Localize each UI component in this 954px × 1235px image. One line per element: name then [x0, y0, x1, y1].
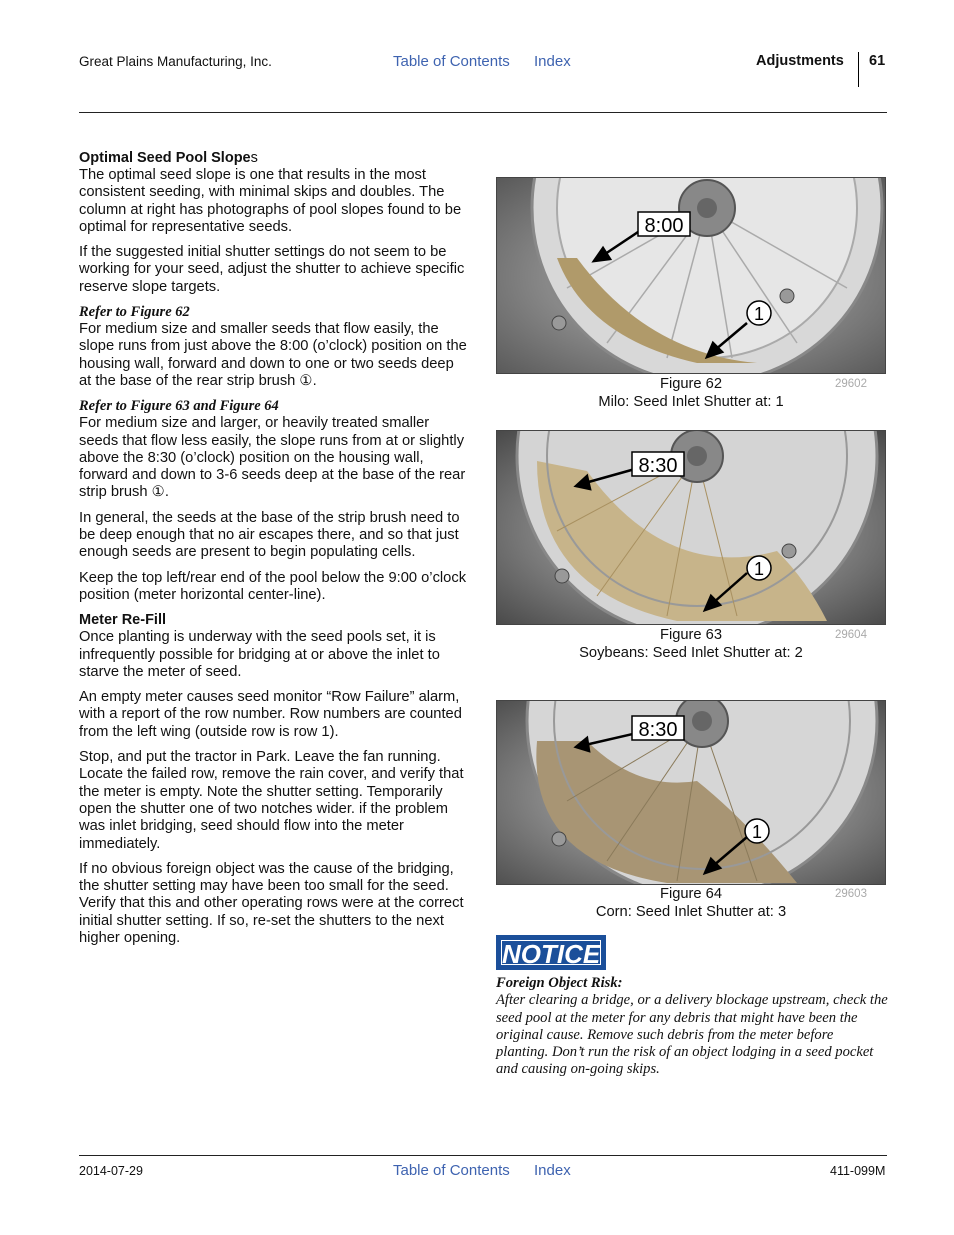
figure-64-clock-label: 8:30: [638, 719, 678, 741]
notice-title: Foreign Object Risk:: [496, 975, 623, 991]
index-link-bottom[interactable]: Index: [534, 1162, 571, 1179]
index-link-top[interactable]: Index: [534, 53, 571, 70]
header-divider: [858, 52, 859, 87]
figure-64-callout: 1: [751, 822, 763, 842]
figure-62-photo: [496, 177, 886, 374]
notice-body: After clearing a bridge, or a delivery blockage upstream, check the seed pool at the meter for any debris that might have been the original cause. Remove such debris from the meter before planting. Don’t run the risk of an object lodging in a seed pocket and causing on-going skips.: [496, 992, 888, 1078]
toc-link-bottom[interactable]: Table of Contents: [393, 1162, 510, 1179]
footer-date: 2014-07-29: [79, 1164, 143, 1178]
paragraph: For medium size and smaller seeds that flow easily, the slope runs from just above the 8:00 (o’clock) position on the housing wall, forward and down to one or two seeds deep at the base of the rear strip brush ①.: [79, 321, 467, 389]
paragraph: If no obvious foreign object was the cause of the bridging, the shutter setting may have been too small for the seed. Verify that this and other operating rows were at the correct initial shutter setting. If so, re-set the shutters to the next higher opening.: [79, 860, 464, 946]
left-column: [79, 150, 469, 955]
figure-62-clock-label: 8:00: [644, 215, 684, 237]
page-number: 61: [869, 53, 886, 69]
notice-badge: NOTICE: [496, 935, 606, 970]
toc-link-top[interactable]: Table of Contents: [393, 53, 510, 70]
paragraph: Once planting is underway with the seed pools set, it is infrequently possible for bridging at or above the inlet to starve the meter of seed.: [79, 629, 440, 680]
paragraph: Stop, and put the tractor in Park. Leave the fan running. Locate the failed row, remove the rain cover, and verify that the meter is empty. Note the shutter setting. Temporarily open the shutter one of two notches wider. if the problem was inlet bridging, seed should flow into the meter immediately.: [79, 749, 464, 852]
heading-seed-pool: Optimal Seed Pool Slopes: [79, 150, 258, 166]
paragraph: The optimal seed slope is one that results in the most consistent seeding, with minimal skips and doubles. The column at right has photographs of pool slopes found to be optimal for representative seeds.: [79, 167, 462, 235]
figure-63-id: 29604: [835, 629, 867, 641]
figure-reference: Refer to Figure 62: [79, 304, 190, 321]
figure-62-callout: 1: [753, 304, 765, 324]
paragraph: An empty meter causes seed monitor “Row Failure” alarm, with a report of the row number. Row numbers are counted from the left wing (outside row is row 1).: [79, 689, 462, 740]
company-name: Great Plains Manufacturing, Inc.: [79, 54, 272, 69]
section-title: Adjustments: [756, 53, 844, 69]
paragraph: Keep the top left/rear end of the pool below the 9:00 o’clock position (meter horizontal center-line).: [79, 569, 467, 603]
paragraph: In general, the seeds at the base of the strip brush need to be deep enough that no air escapes there, and so that just enough seeds are present to begin populating cells.: [79, 509, 460, 561]
figure-62-caption: Figure 62 Milo: Seed Inlet Shutter at: 1: [598, 376, 784, 410]
figure-63-clock-label: 8:30: [638, 455, 678, 477]
notice-text: [496, 975, 888, 1079]
header-rule: [79, 112, 887, 113]
footer-rule: [79, 1155, 887, 1156]
footer-doc-number: 411-099M: [830, 1164, 886, 1178]
figure-63-caption: Figure 63 Soybeans: Seed Inlet Shutter at: 2: [579, 627, 803, 661]
figure-reference: Refer to Figure 63 and Figure 64: [79, 398, 279, 415]
figure-62-id: 29602: [835, 378, 867, 390]
figure-63-photo: [496, 430, 886, 625]
paragraph: For medium size and larger, or heavily treated smaller seeds that flow less easily, the slope runs from at or slightly above the 8:30 (o’clock) position on the housing wall, forward and down to 3-6 seeds deep at the base of the rear strip brush ①.: [79, 415, 466, 501]
heading-meter-refill: Meter Re-Fill: [79, 612, 167, 629]
paragraph: If the suggested initial shutter settings do not seem to be working for your seed, adjust the shutter to achieve specific reserve slope targets.: [79, 244, 465, 295]
figure-64-id: 29603: [835, 888, 867, 900]
figure-64-caption: Figure 64 Corn: Seed Inlet Shutter at: 3: [595, 886, 787, 920]
figure-63-callout: 1: [753, 559, 765, 579]
figure-64-photo: [496, 700, 886, 885]
